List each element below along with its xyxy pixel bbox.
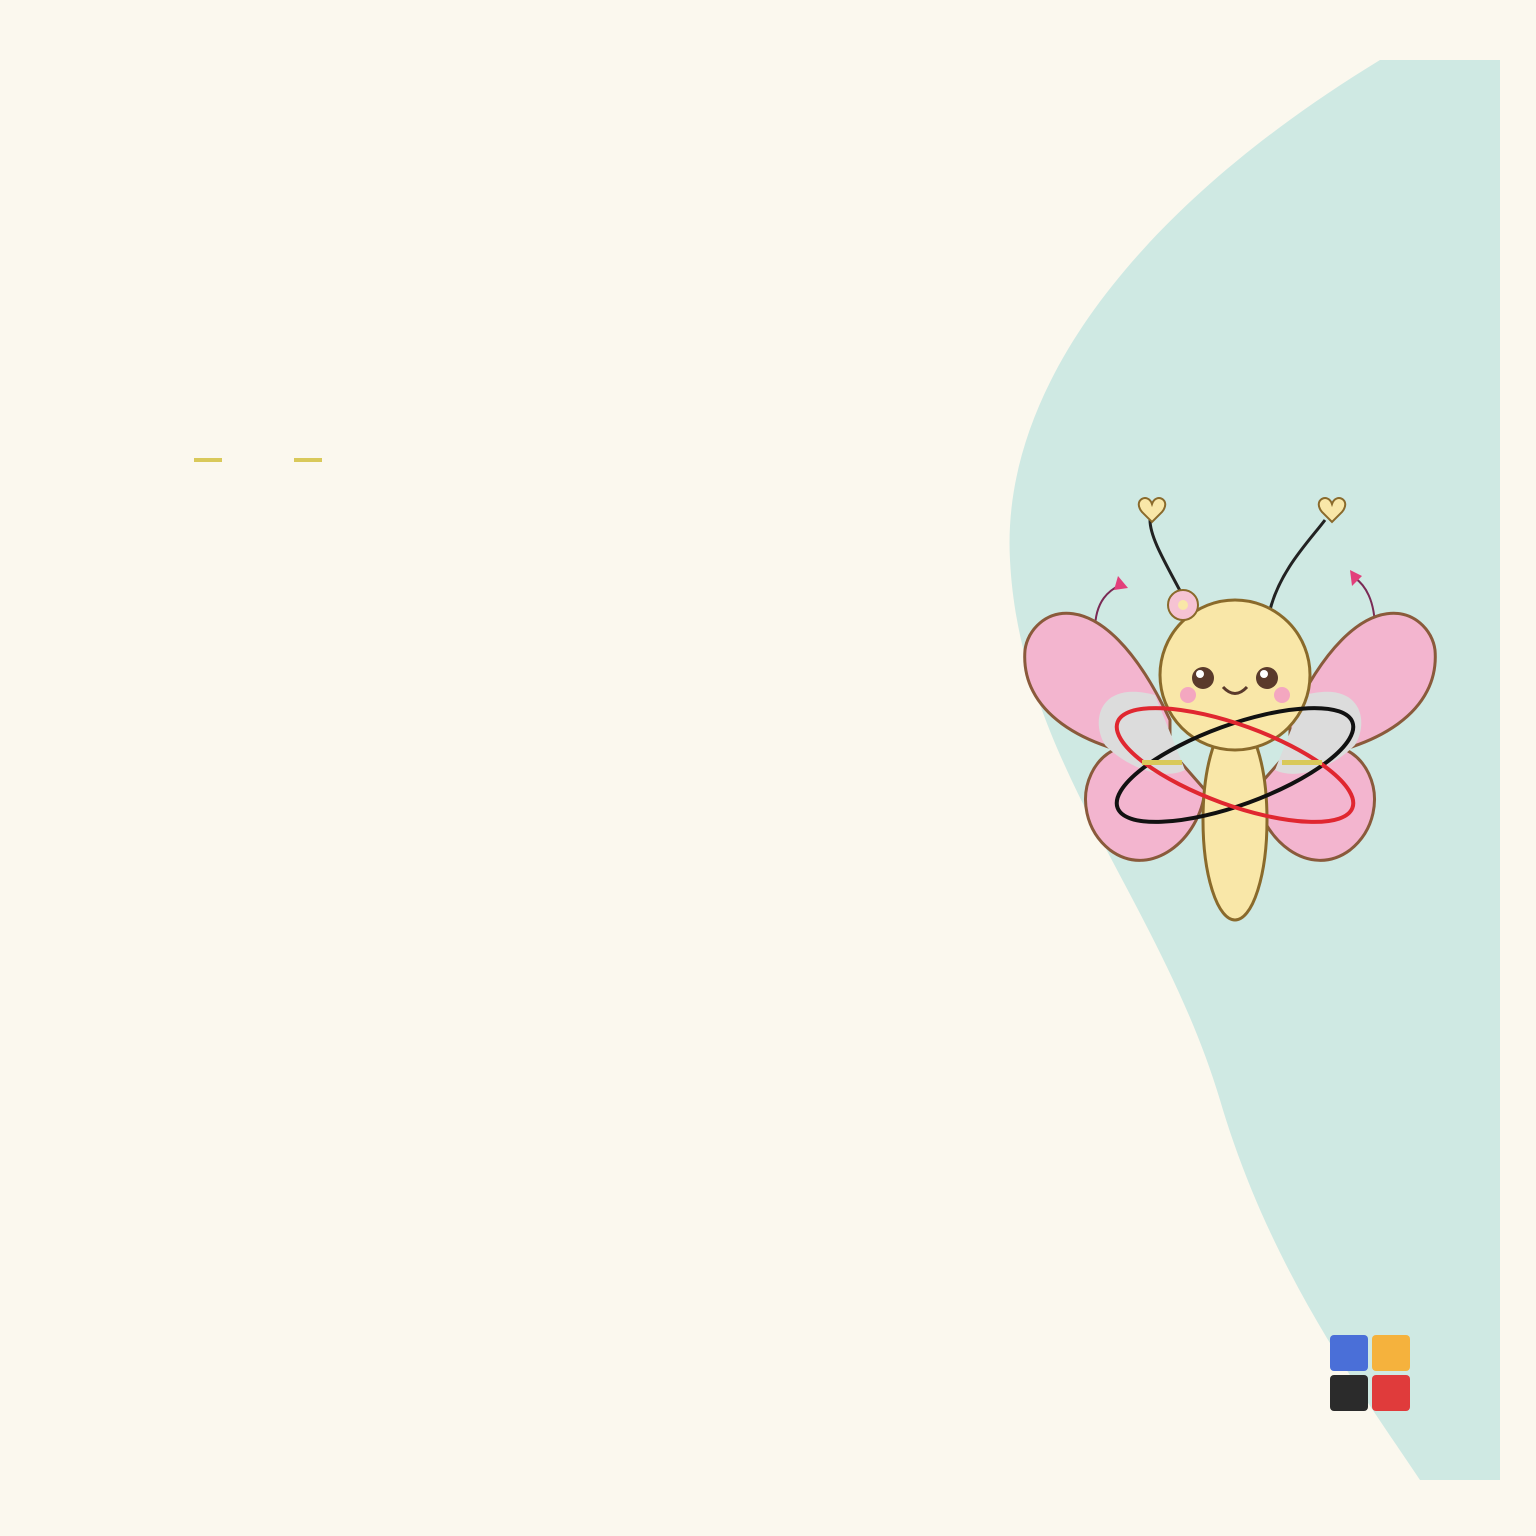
heart-icon <box>1139 498 1165 522</box>
divide-icon <box>1372 1375 1410 1411</box>
steps-diagram <box>130 410 390 1430</box>
times-icon <box>1330 1375 1368 1411</box>
brand-logo <box>1285 1275 1455 1420</box>
butterfly-illustration <box>1020 480 1450 930</box>
minus-icon <box>1372 1335 1410 1371</box>
plus-icon <box>1330 1335 1368 1371</box>
heart-icon <box>1319 498 1345 522</box>
problem-fraction <box>194 458 322 462</box>
